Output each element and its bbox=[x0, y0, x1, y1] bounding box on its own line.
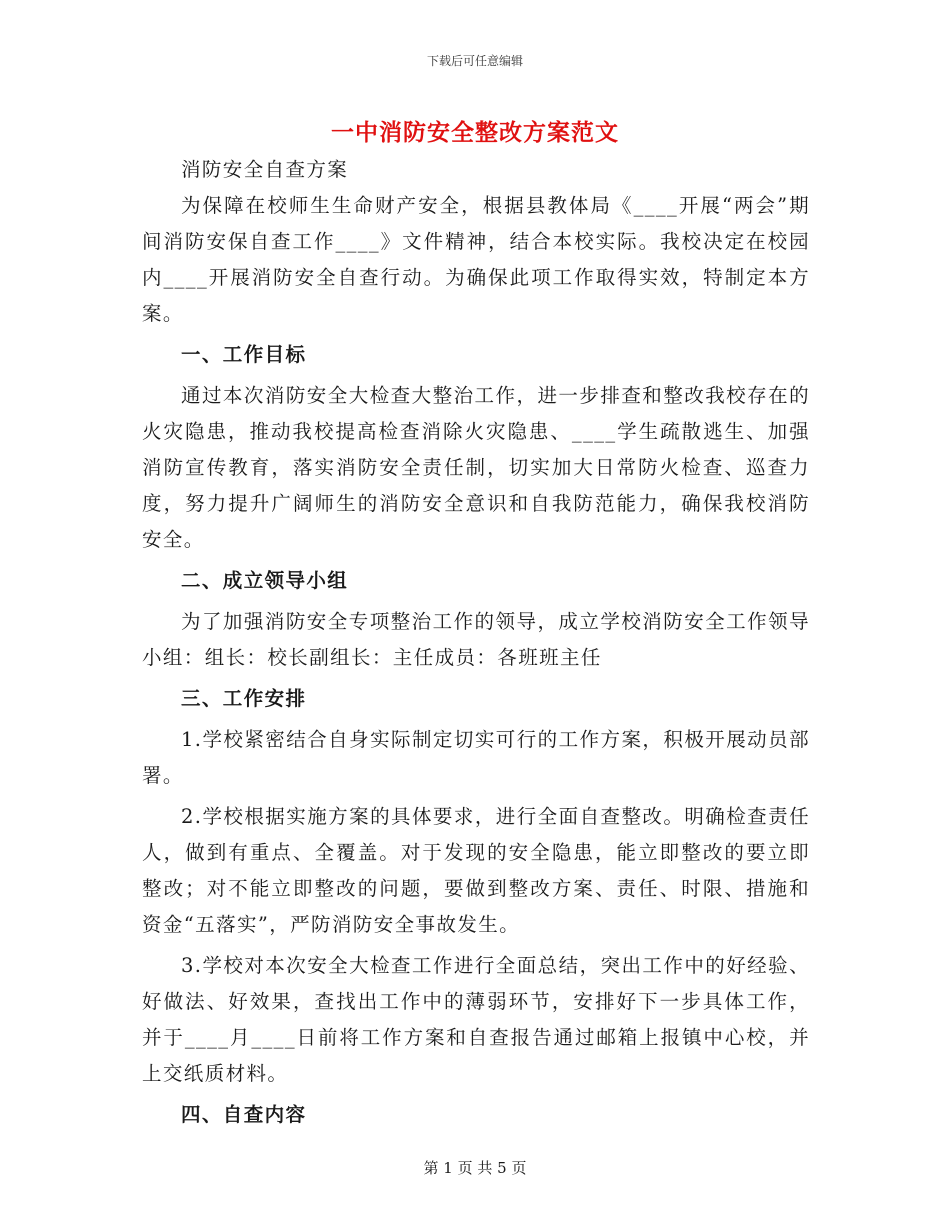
heading-self-check-content: 四、自查内容 bbox=[181, 1103, 307, 1126]
header-note: 下载后可任意编辑 bbox=[426, 54, 523, 68]
arrangement-item-3: 3.学校对本次安全大检查工作进行全面总结，突出工作中的好经验、好做法、好效果，查找出工作中的薄弱环节，安排好下一步具体工作，并于____月____日前将工作方案和自查报告通过邮箱上报镇中心校，并上交纸质材料。 bbox=[142, 954, 810, 1085]
document-title: 一中消防安全整改方案范文 bbox=[331, 119, 619, 146]
section-subtitle: 消防安全自查方案 bbox=[181, 158, 349, 181]
document-body bbox=[142, 152, 810, 1133]
goal-paragraph: 通过本次消防安全大检查大整治工作，进一步排查和整改我校存在的火灾隐患，推动我校提高检查消除火灾隐患、____学生疏散逃生、加强消防宣传教育，落实消防安全责任制，切实加大日常防火检查、巡查力度，努力提升广阔师生的消防安全意识和自我防范能力，确保我校消防安全。 bbox=[142, 384, 810, 551]
heading-work-arrangement: 三、工作安排 bbox=[181, 687, 307, 710]
page-number: 第 1 页 共 5 页 bbox=[423, 1159, 527, 1177]
heading-work-goal: 一、工作目标 bbox=[181, 343, 307, 366]
intro-paragraph: 为保障在校师生生命财产安全，根据县教体局《____开展“两会”期间消防安保自查工作____》文件精神，结合本校实际。我校决定在校园内____开展消防安全自查行动。为确保此项工作取得实效，特制定本方案。 bbox=[142, 194, 810, 325]
heading-leadership-group: 二、成立领导小组 bbox=[181, 569, 349, 592]
arrangement-item-2: 2.学校根据实施方案的具体要求，进行全面自查整改。明确检查责任人，做到有重点、全覆盖。对于发现的安全隐患，能立即整改的要立即整改；对不能立即整改的问题，要做到整改方案、责任、时限、措施和资金“五落实”，严防消防安全事故发生。 bbox=[142, 805, 810, 936]
group-paragraph: 为了加强消防安全专项整治工作的领导，成立学校消防安全工作领导小组：组长：校长副组长：主任成员：各班班主任 bbox=[142, 610, 810, 669]
arrangement-item-1: 1.学校紧密结合自身实际制定切实可行的工作方案，积极开展动员部署。 bbox=[142, 728, 810, 787]
